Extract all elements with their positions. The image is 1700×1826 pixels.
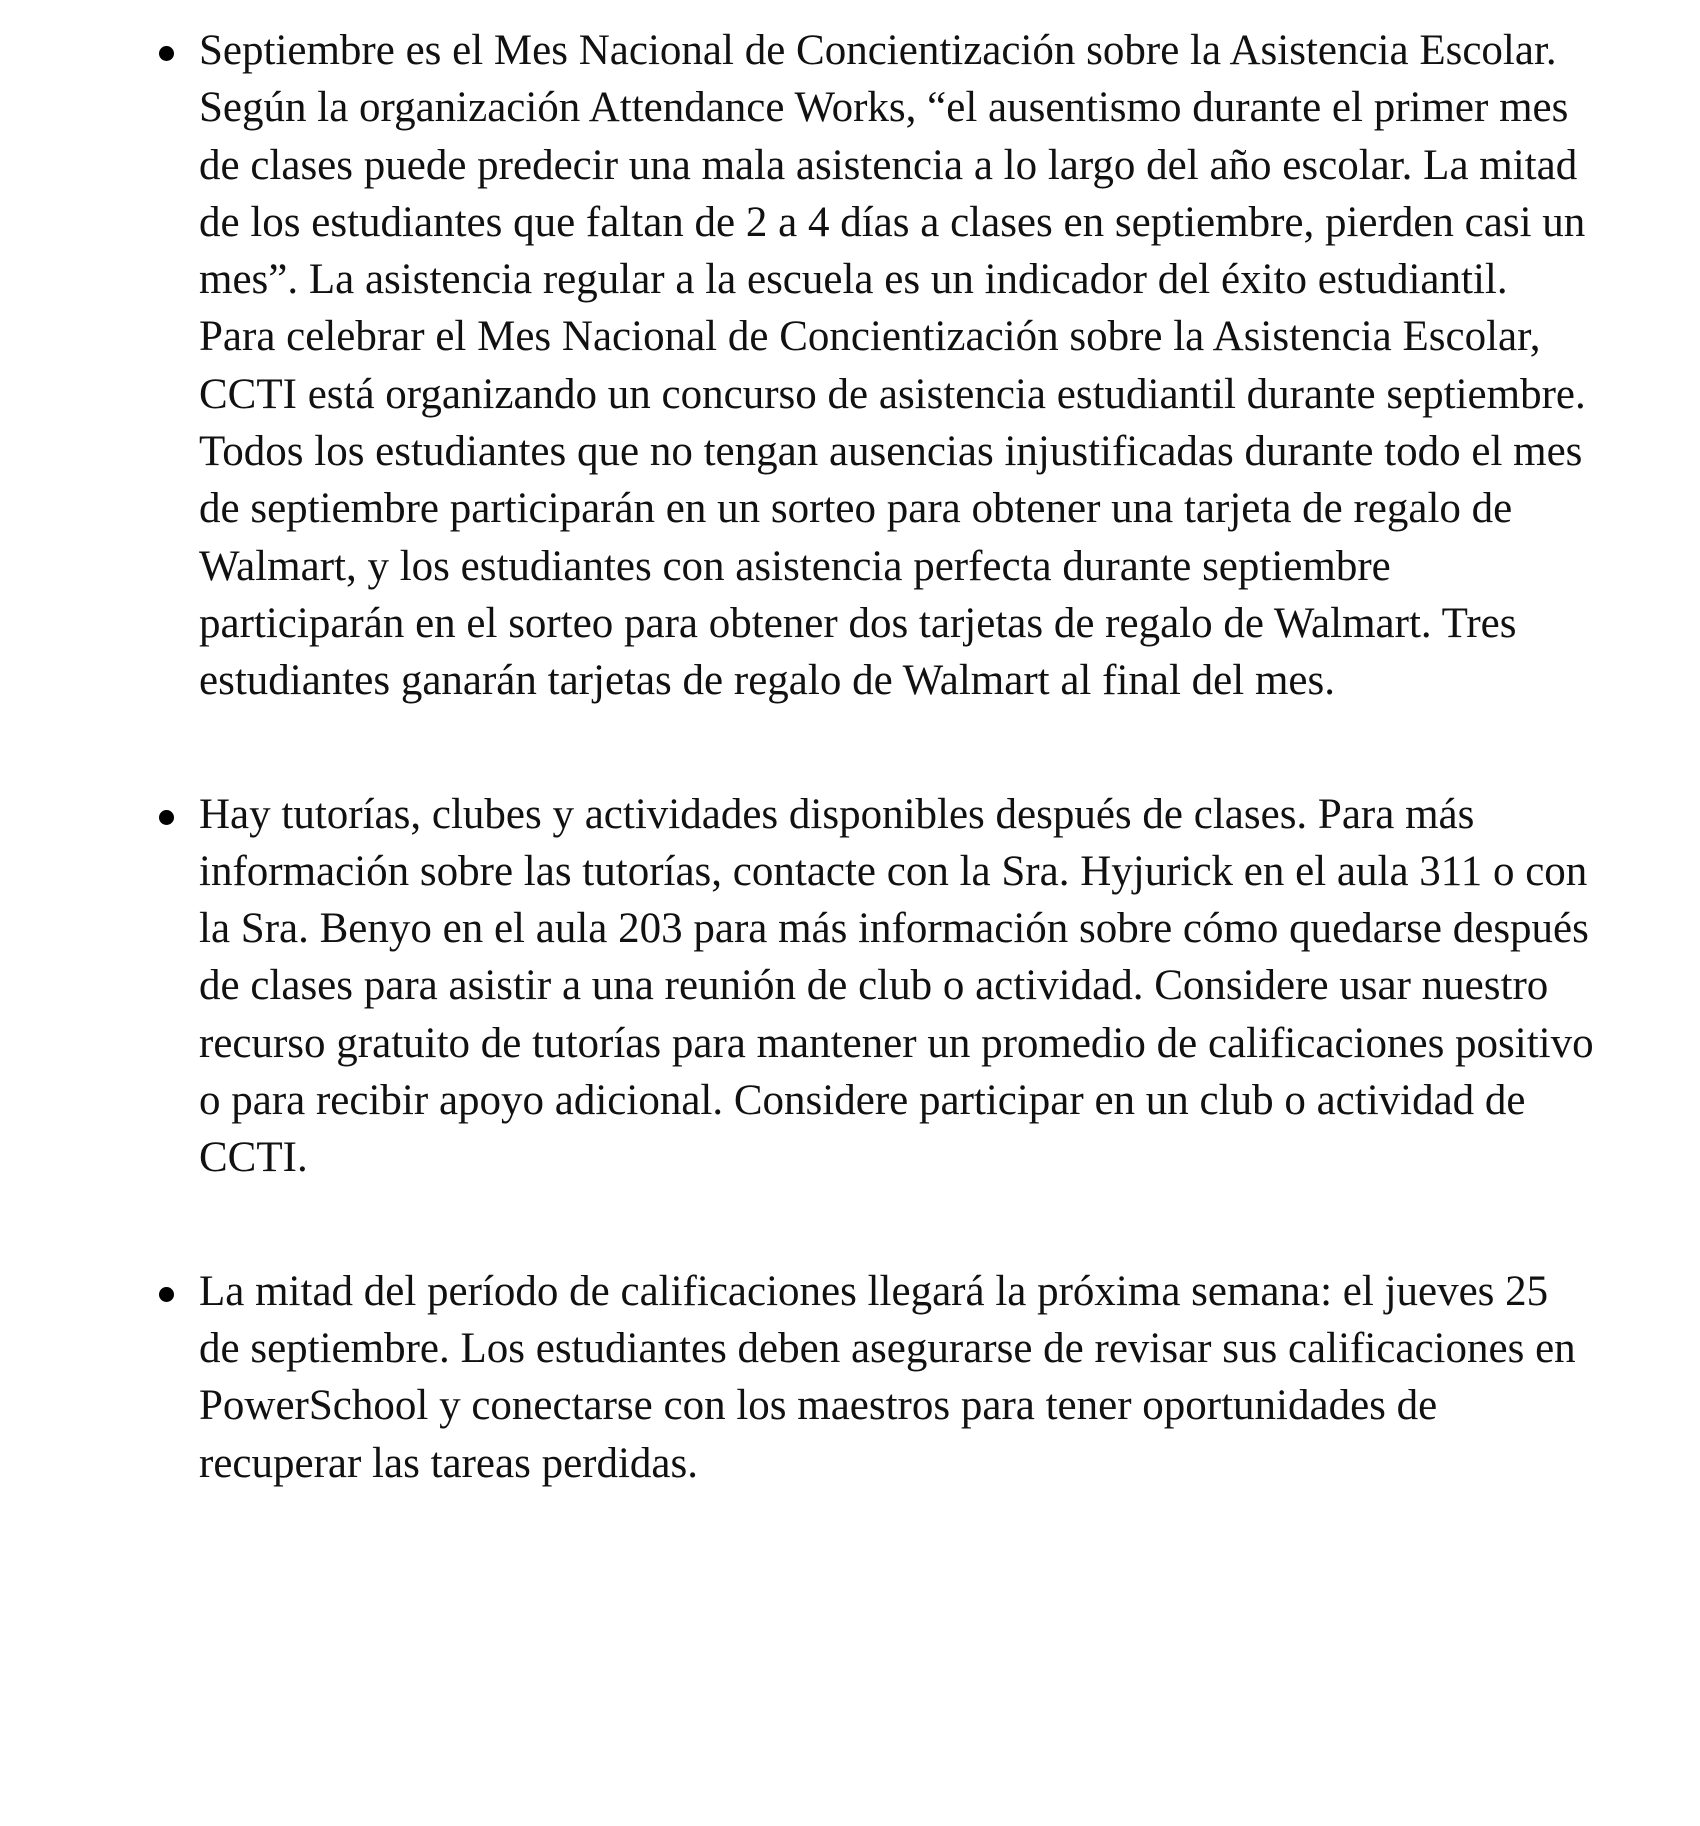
attendance-paragraph: Septiembre es el Mes Nacional de Concientización sobre la Asistencia Escolar. Según la organización Attendance Works, “el ausentismo durante el primer mes de clases puede predecir una mala asistencia a lo largo del año escolar. La mitad de los estudiantes que faltan de 2 a 4 días a clases en septiembre, pierden casi un mes”. La asistencia regular a la escuela es un indicador del éxito estudiantil. Para celebrar el Mes Nacional de Concientización sobre la Asistencia Escolar, CCTI está organizando un concurso de asistencia estudiantil durante septiembre. Todos los estudiantes que no tengan ausencias injustificadas durante todo el mes de septiembre participarán en un sorteo para obtener una tarjeta de regalo de Walmart, y los estudiantes con asistencia perfecta durante septiembre participarán en el sorteo para obtener dos tarjetas de regalo de Walmart. Tres estudiantes ganarán tarjetas de regalo de Walmart al final del mes. <box>199 27 1586 705</box>
announcement-list <box>199 22 1594 1568</box>
bullet-icon <box>159 1287 174 1302</box>
tutoring-paragraph: Hay tutorías, clubes y actividades disponibles después de clases. Para más información sobre las tutorías, contacte con la Sra. Hyjurick en el aula 311 o con la Sra. Benyo en el aula 203 para más información sobre cómo quedarse después de clases para asistir a una reunión de club o actividad. Considere usar nuestro recurso gratuito de tutorías para mantener un promedio de calificaciones positivo o para recibir apoyo adicional. Considere participar en un club o actividad de CCTI. <box>199 790 1594 1182</box>
list-item-tutoring <box>199 786 1594 1187</box>
list-item-attendance <box>199 22 1594 710</box>
bullet-icon <box>159 46 174 61</box>
list-item-grading-period <box>199 1263 1594 1492</box>
grading-period-paragraph: La mitad del período de calificaciones llegará la próxima semana: el jueves 25 de septiembre. Los estudiantes deben asegurarse de revisar sus calificaciones en PowerSchool y conectarse con los maestros para tener oportunidades de recuperar las tareas perdidas. <box>199 1267 1576 1487</box>
bullet-icon <box>159 810 174 825</box>
